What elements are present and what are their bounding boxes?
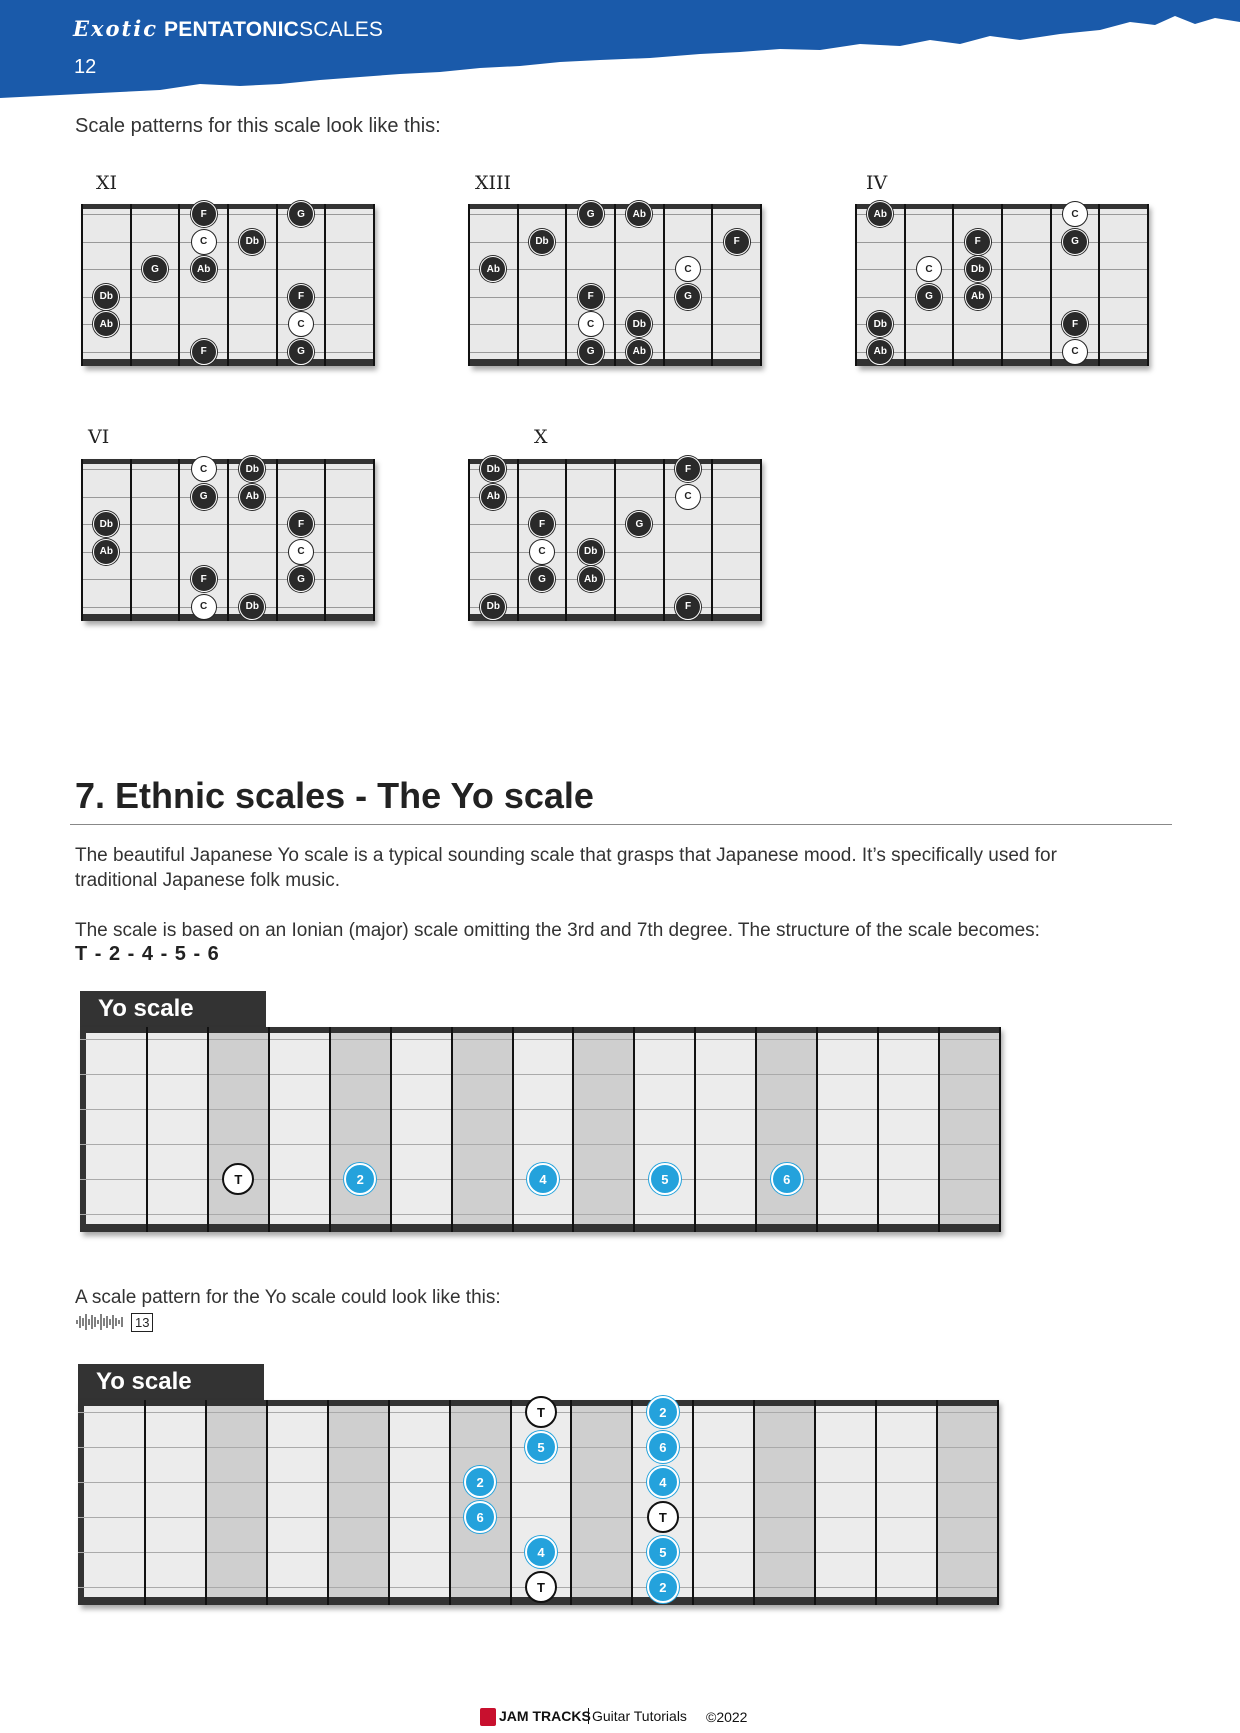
fret-line: [755, 1027, 757, 1232]
pattern-label: VI: [88, 426, 110, 448]
note-dot: Db: [239, 594, 265, 620]
note-dot: C: [1062, 201, 1088, 227]
page-number: 12: [74, 56, 97, 78]
fret-line: [855, 204, 857, 366]
fret-line: [327, 1400, 329, 1605]
footer-brand: JAM TRACKS: [499, 1708, 591, 1724]
pattern-label: IV: [866, 172, 888, 194]
scale-degree-dot: 5: [525, 1431, 557, 1463]
note-dot: G: [288, 201, 314, 227]
note-dot: Db: [529, 229, 555, 255]
pattern-label: XI: [96, 172, 118, 194]
fretboard-top-edge: [80, 1027, 1000, 1033]
fret-line: [178, 204, 180, 366]
fret-line: [631, 1400, 633, 1605]
note-dot: Ab: [480, 484, 506, 510]
audio-track[interactable]: [75, 1312, 153, 1332]
note-dot: Ab: [626, 339, 652, 365]
note-dot: Db: [93, 511, 119, 537]
note-dot: C: [675, 256, 701, 282]
nut: [78, 1400, 84, 1605]
note-dot: G: [578, 339, 604, 365]
fret-line: [936, 1400, 938, 1605]
fret-line: [760, 459, 762, 621]
note-dot: F: [288, 511, 314, 537]
fret-line: [1001, 204, 1003, 366]
note-dot: C: [288, 311, 314, 337]
note-dot: G: [288, 339, 314, 365]
fret-marker-shade: [754, 1406, 815, 1597]
pattern-label: X: [534, 426, 548, 448]
fret-line: [205, 1400, 207, 1605]
guitar-string: [80, 1214, 1000, 1215]
fret-marker-shade: [756, 1033, 817, 1224]
fret-line: [570, 1400, 572, 1605]
note-dot: F: [1062, 311, 1088, 337]
section-title: 7. Ethnic scales - The Yo scale: [75, 775, 594, 816]
fret-line: [510, 1400, 512, 1605]
fret-line: [468, 459, 470, 621]
note-dot: Db: [867, 311, 893, 337]
note-dot: Ab: [578, 566, 604, 592]
note-dot: C: [191, 456, 217, 482]
guitar-string: [80, 1144, 1000, 1145]
fret-line: [276, 459, 278, 621]
fret-line: [814, 1400, 816, 1605]
section-divider: [70, 824, 1172, 825]
fret-line: [565, 459, 567, 621]
fret-line: [81, 204, 83, 366]
fret-line: [694, 1027, 696, 1232]
scale-degree-dot: 6: [771, 1163, 803, 1195]
fret-line: [760, 204, 762, 366]
fret-line: [324, 204, 326, 366]
fret-line: [565, 204, 567, 366]
fret-line: [227, 204, 229, 366]
fret-line: [875, 1400, 877, 1605]
footer-subtitle: Guitar Tutorials: [588, 1708, 687, 1724]
note-dot: Db: [480, 594, 506, 620]
fret-marker-shade: [206, 1406, 267, 1597]
fret-line: [633, 1027, 635, 1232]
page-header: [0, 0, 1240, 100]
fret-line: [614, 459, 616, 621]
note-dot: Db: [626, 311, 652, 337]
scale-degree-dot: 2: [464, 1466, 496, 1498]
header-title-pentatonic: PENTATONIC: [164, 18, 300, 41]
chart-title: Yo scale: [80, 991, 266, 1027]
pattern-intro-text: A scale pattern for the Yo scale could look like this:: [75, 1287, 501, 1308]
fret-line: [663, 459, 665, 621]
fret-line: [614, 204, 616, 366]
fret-line: [207, 1027, 209, 1232]
note-dot: Ab: [867, 201, 893, 227]
track-number: 13: [131, 1313, 153, 1332]
footer-copyright: ©2022: [706, 1709, 748, 1725]
scale-degree-dot: T: [525, 1571, 557, 1603]
page-footer: [0, 1700, 1240, 1730]
fret-line: [276, 204, 278, 366]
note-dot: C: [191, 594, 217, 620]
note-dot: Ab: [239, 484, 265, 510]
fret-line: [329, 1027, 331, 1232]
note-dot: F: [675, 594, 701, 620]
fret-line: [512, 1027, 514, 1232]
note-dot: F: [288, 284, 314, 310]
note-dot: C: [578, 311, 604, 337]
fret-line: [663, 204, 665, 366]
jamtracks-logo-icon: [480, 1708, 496, 1726]
chart-title: Yo scale: [78, 1364, 264, 1400]
note-dot: Db: [480, 456, 506, 482]
fret-line: [816, 1027, 818, 1232]
note-dot: F: [675, 456, 701, 482]
scale-degree-dot: 5: [647, 1536, 679, 1568]
fret-line: [227, 459, 229, 621]
waveform-icon: [75, 1312, 125, 1332]
note-dot: G: [916, 284, 942, 310]
note-dot: Ab: [93, 539, 119, 565]
fret-line: [178, 459, 180, 621]
fret-marker-shade: [328, 1406, 389, 1597]
scale-degree-dot: 6: [647, 1431, 679, 1463]
note-dot: F: [191, 566, 217, 592]
scale-degree-dot: 2: [647, 1396, 679, 1428]
note-dot: F: [965, 229, 991, 255]
fret-line: [572, 1027, 574, 1232]
fret-line: [904, 204, 906, 366]
fret-marker-shade: [330, 1033, 391, 1224]
note-dot: F: [191, 201, 217, 227]
guitar-string: [80, 1109, 1000, 1110]
header-banner: [0, 0, 1240, 100]
note-dot: G: [626, 511, 652, 537]
fretboard-bottom-edge: [80, 1224, 1000, 1232]
scale-degree-dot: 4: [525, 1536, 557, 1568]
note-dot: Ab: [626, 201, 652, 227]
fret-line: [997, 1400, 999, 1605]
note-dot: C: [916, 256, 942, 282]
fret-marker-shade: [937, 1406, 998, 1597]
note-dot: G: [142, 256, 168, 282]
intro-text: Scale patterns for this scale look like this:: [75, 115, 441, 137]
fret-line: [81, 459, 83, 621]
note-dot: Ab: [965, 284, 991, 310]
section-paragraph-2: The scale is based on an Ionian (major) scale omitting the 3rd and 7th degree. The structure of the scale becomes:: [75, 920, 1040, 941]
note-dot: G: [578, 201, 604, 227]
note-dot: G: [675, 284, 701, 310]
fret-line: [711, 459, 713, 621]
fret-line: [1147, 204, 1149, 366]
header-title-exotic: Exotic: [73, 16, 158, 41]
fret-marker-shade: [452, 1033, 513, 1224]
scale-degree-dot: T: [222, 1163, 254, 1195]
fret-line: [144, 1400, 146, 1605]
guitar-string: [80, 1074, 1000, 1075]
note-dot: F: [724, 229, 750, 255]
fret-line: [877, 1027, 879, 1232]
header-title: [73, 16, 383, 42]
fret-line: [692, 1400, 694, 1605]
pattern-label: XIII: [475, 172, 512, 194]
fret-line: [130, 459, 132, 621]
fret-marker-shade: [573, 1033, 634, 1224]
note-dot: G: [1062, 229, 1088, 255]
guitar-string: [78, 1517, 998, 1518]
nut: [80, 1027, 86, 1232]
note-dot: C: [288, 539, 314, 565]
fret-marker-shade: [939, 1033, 1000, 1224]
note-dot: C: [675, 484, 701, 510]
fret-line: [1050, 204, 1052, 366]
fret-line: [1098, 204, 1100, 366]
note-dot: Db: [239, 456, 265, 482]
fret-marker-shade: [571, 1406, 632, 1597]
fret-line: [517, 459, 519, 621]
note-dot: C: [1062, 339, 1088, 365]
fret-line: [324, 459, 326, 621]
fret-marker-shade: [208, 1033, 269, 1224]
fret-line: [266, 1400, 268, 1605]
fret-line: [999, 1027, 1001, 1232]
note-dot: F: [578, 284, 604, 310]
note-dot: Db: [239, 229, 265, 255]
fret-line: [388, 1400, 390, 1605]
fret-line: [753, 1400, 755, 1605]
fret-line: [449, 1400, 451, 1605]
note-dot: C: [529, 539, 555, 565]
scale-degree-dot: 6: [464, 1501, 496, 1533]
scale-degree-dot: T: [647, 1501, 679, 1533]
scale-degree-dot: 5: [649, 1163, 681, 1195]
fret-line: [146, 1027, 148, 1232]
fret-line: [938, 1027, 940, 1232]
note-dot: Db: [578, 539, 604, 565]
note-dot: Ab: [867, 339, 893, 365]
fret-line: [373, 459, 375, 621]
fret-line: [268, 1027, 270, 1232]
fret-line: [468, 204, 470, 366]
note-dot: Ab: [93, 311, 119, 337]
scale-structure: T - 2 - 4 - 5 - 6: [75, 943, 220, 965]
note-dot: G: [191, 484, 217, 510]
note-dot: F: [529, 511, 555, 537]
fret-line: [451, 1027, 453, 1232]
fret-line: [517, 204, 519, 366]
scale-degree-dot: 4: [527, 1163, 559, 1195]
fret-line: [373, 204, 375, 366]
note-dot: G: [288, 566, 314, 592]
fret-line: [952, 204, 954, 366]
note-dot: C: [191, 229, 217, 255]
note-dot: Ab: [480, 256, 506, 282]
scale-degree-dot: T: [525, 1396, 557, 1428]
guitar-string: [78, 1482, 998, 1483]
header-title-scales: SCALES: [299, 18, 384, 41]
fret-line: [711, 204, 713, 366]
guitar-string: [80, 1039, 1000, 1040]
note-dot: Ab: [191, 256, 217, 282]
fret-line: [390, 1027, 392, 1232]
scale-degree-dot: 2: [344, 1163, 376, 1195]
scale-degree-dot: 4: [647, 1466, 679, 1498]
section-paragraph-1: The beautiful Japanese Yo scale is a typical sounding scale that grasps that Japanese mood. It’s specifically used for traditional Japanese folk music.: [75, 845, 1057, 891]
note-dot: Db: [93, 284, 119, 310]
fret-line: [130, 204, 132, 366]
note-dot: F: [191, 339, 217, 365]
note-dot: G: [529, 566, 555, 592]
scale-degree-dot: 2: [647, 1571, 679, 1603]
note-dot: Db: [965, 256, 991, 282]
